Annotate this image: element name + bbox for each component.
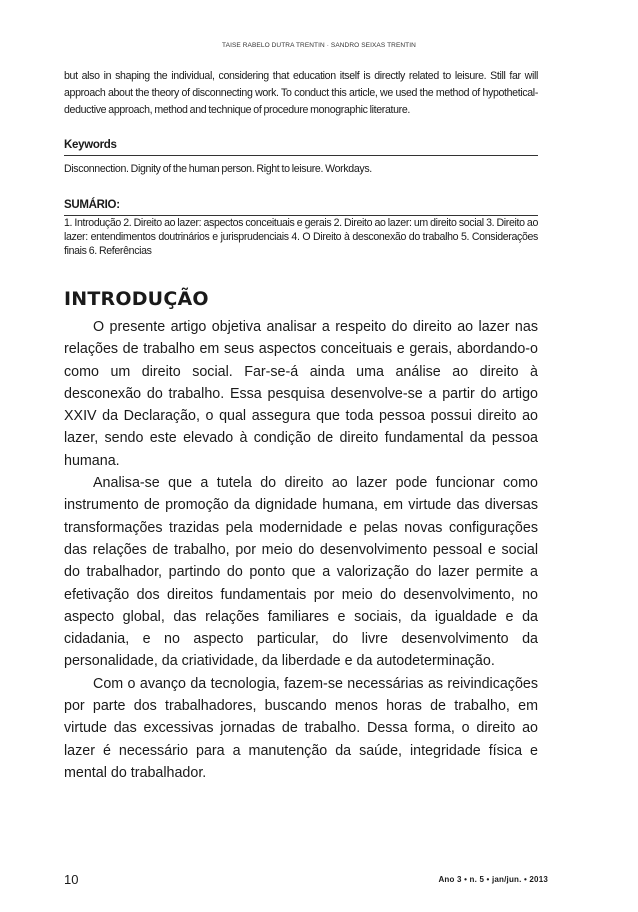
body-paragraph: Analisa-se que a tutela do direito ao lazer pode funcionar como instrumento de promoção da dignidade humana, em virtude das diversas transformações trazidas pela modernidade e pelas novas configurações das relações de trabalho, por meio do desenvolvimento pessoal e social do trabalhador, partindo do ponto que a valorização do lazer permite a efetivação dos direitos fundamentais por meio do desenvolvimento, no aspecto global, das relações familiares e sociais, da igualdade e da cidadania, e no aspecto particular, do livre desenvolvimento da personalidade, da criatividade, da liberdade e da autodeterminação. [64,475,538,670]
introducao-body [64,316,538,784]
body-paragraph: O presente artigo objetiva analisar a respeito do direito ao lazer nas relações de trabalho em seus aspectos conceituais e gerais, abordando-o como um direito social. Far-se-á ainda uma análise ao direito à desconexão do trabalho. Essa pesquisa desenvolve-se a partir do artigo XXIV da Declaração, o qual assegura que toda pessoa possui direito ao lazer, sendo este elevado à condição de direito fundamental da pessoa humana. [64,319,538,469]
keywords-text: Disconnection. Dignity of the human person. Right to leisure. Workdays. [64,163,372,175]
issue-info: Ano 3 • n. 5 • jan/jun. • 2013 [438,875,548,884]
keywords-heading: Keywords [64,138,538,156]
body-paragraph: Com o avanço da tecnologia, fazem-se necessárias as reivindicações por parte dos trabalhadores, buscando menos horas de trabalho, em virtude das excessivas jornadas de trabalho. Dessa forma, o direito ao lazer é necessário para a manutenção da saúde, integridade física e mental do trabalhador. [64,675,538,781]
sumario-heading: SUMÁRIO: [64,198,538,216]
running-head: TAISE RABELO DUTRA TRENTIN · SANDRO SEIXAS TRENTIN [222,42,416,49]
section-title-introducao: INTRODUÇÃO [64,288,209,310]
page-number: 10 [64,872,79,887]
abstract-continuation: but also in shaping the individual, considering that education itself is directly related to leisure. Still far will approach about the theory of disconnecting work. To conduct this article, we used the method of hypothetical-deductive approach, method and technique of procedure monographic literature. [64,70,538,116]
sumario-text: 1. Introdução 2. Direito ao lazer: aspectos conceituais e gerais 2. Direito ao lazer: um direito social 3. Direito ao lazer: entendimentos doutrinários e jurisprudenciais 4. O Direito à desconexão do trabalho 5. Considerações finais 6. Referências [64,217,538,257]
